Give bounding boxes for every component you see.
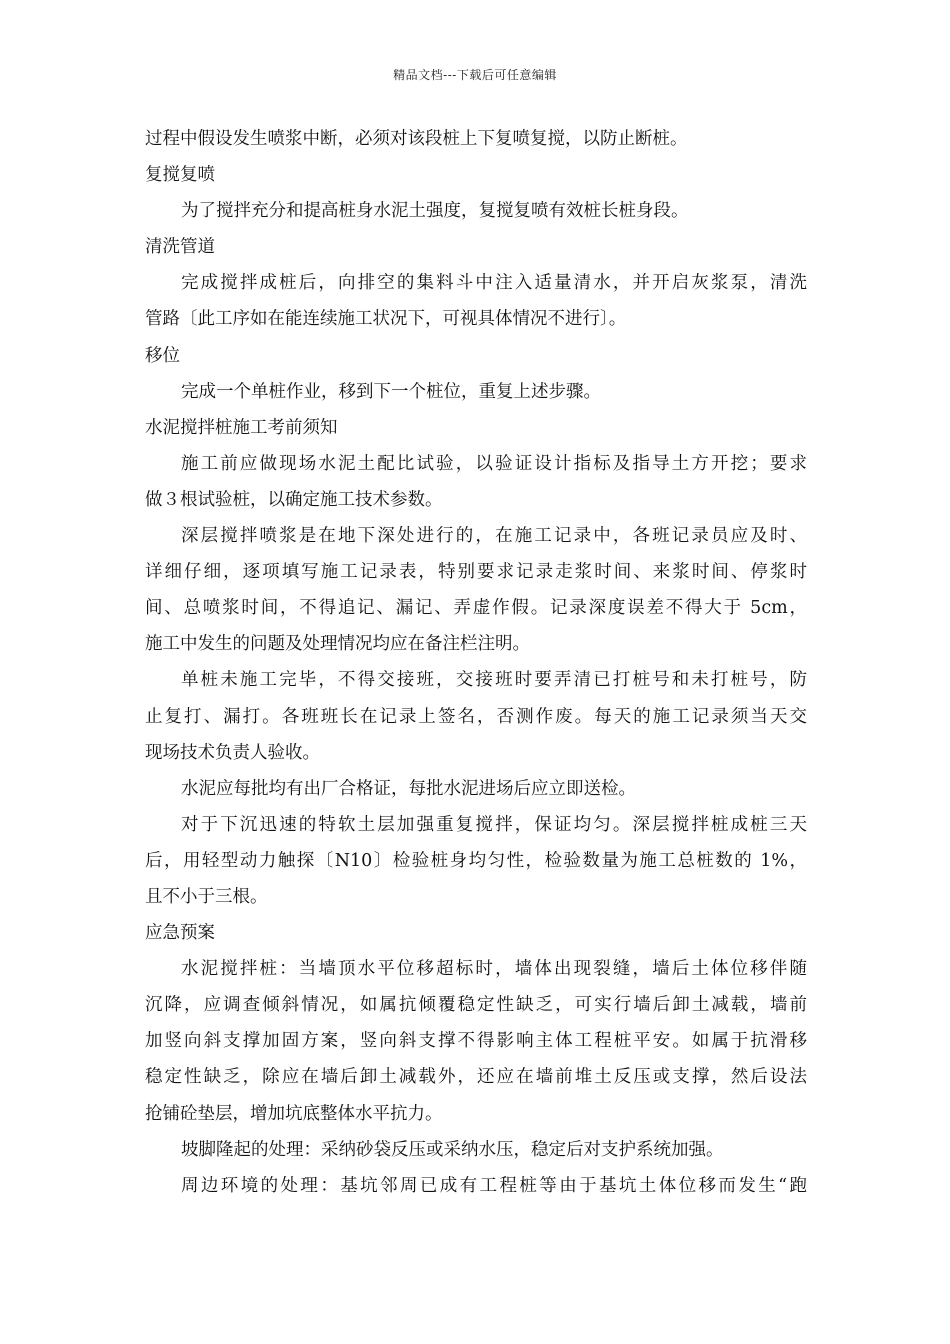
- text-line: 深层搅拌喷浆是在地下深处进行的，在施工记录中，各班记录员应及时、: [181, 526, 807, 547]
- text-line: 稳定性缺乏，除应在墙后卸土减载外，还应在墙前堆土反压或支撑，然后设法: [145, 1067, 807, 1088]
- text-line: 过程中假设发生喷浆中断，必须对该段桩上下复喷复搅，以防止断桩。: [145, 129, 688, 149]
- text-line: 后，用轻型动力触探〔N10〕检验桩身均匀性，检验数量为施工总桩数的 1%，: [145, 850, 807, 871]
- text-line: 水泥搅拌桩施工考前须知: [145, 417, 338, 438]
- text-line: 对于下沉迅速的特软土层加强重复搅拌，保证均匀。深层搅拌桩成桩三天: [181, 814, 807, 835]
- text-line: 加竖向斜支撑加固方案，竖向斜支撑不得影响主体工程桩平安。如属于抗滑移: [145, 1031, 807, 1052]
- text-line: 完成搅拌成桩后，向排空的集料斗中注入适量清水，并开启灰浆泵，清洗: [181, 273, 807, 294]
- text-line: 完成一个单桩作业，移到下一个桩位，重复上述步骤。: [181, 381, 601, 402]
- text-line: 管路〔此工序如在能连续施工状况下，可视具体情况不进行〕。: [145, 309, 627, 330]
- text-line: 水泥应每批均有出厂合格证，每批水泥进场后应立即送检。: [181, 778, 636, 799]
- text-line: 单桩未施工完毕，不得交接班，交接班时要弄清已打桩号和未打桩号，防: [181, 670, 807, 691]
- page-header: 精品文档---下载后可任意编辑: [393, 68, 557, 82]
- text-line: 清洗管道: [145, 237, 215, 258]
- text-line: 为了搅拌充分和提高桩身水泥土强度，复搅复喷有效桩长桩身段。: [181, 201, 689, 222]
- text-line: 移位: [145, 345, 180, 366]
- text-line: 周边环境的处理：基坑邻周已成有工程桩等由于基坑土体位移而发生“跑: [181, 1175, 807, 1196]
- text-line: 应急预案: [145, 923, 215, 944]
- text-line: 止复打、漏打。各班班长在记录上签名，否测作废。每天的施工记录须当天交: [145, 706, 807, 727]
- text-line: 施工中发生的问题及处理情况均应在备注栏注明。: [145, 634, 530, 655]
- text-line: 施工前应做现场水泥土配比试验，以验证设计指标及指导土方开挖；要求: [181, 453, 807, 474]
- text-line: 做３根试验桩，以确定施工技术参数。: [145, 489, 443, 510]
- text-line: 水泥搅拌桩：当墙顶水平位移超标时，墙体出现裂缝，墙后土体位移伴随: [181, 959, 807, 980]
- text-line: 坡脚隆起的处理：采纳砂袋反压或采纳水压，稳定后对支护系统加强。: [181, 1139, 724, 1160]
- text-line: 现场技术负责人验收。: [145, 742, 320, 763]
- text-line: 且不小于三根。: [145, 886, 268, 907]
- text-line: 间、总喷浆时间，不得追记、漏记、弄虚作假。记录深度误差不得大于 5cm，: [145, 598, 807, 619]
- text-line: 沉降，应调查倾斜情况，如属抗倾覆稳定性缺乏，可实行墙后卸土减载，墙前: [145, 995, 807, 1016]
- document-body: [145, 121, 807, 1204]
- text-line: 复搅复喷: [145, 165, 215, 186]
- text-line: 抢铺砼垫层，增加坑底整体水平抗力。: [145, 1103, 443, 1124]
- text-line: 详细仔细，逐项填写施工记录表，特别要求记录走浆时间、来浆时间、停浆时: [145, 562, 807, 583]
